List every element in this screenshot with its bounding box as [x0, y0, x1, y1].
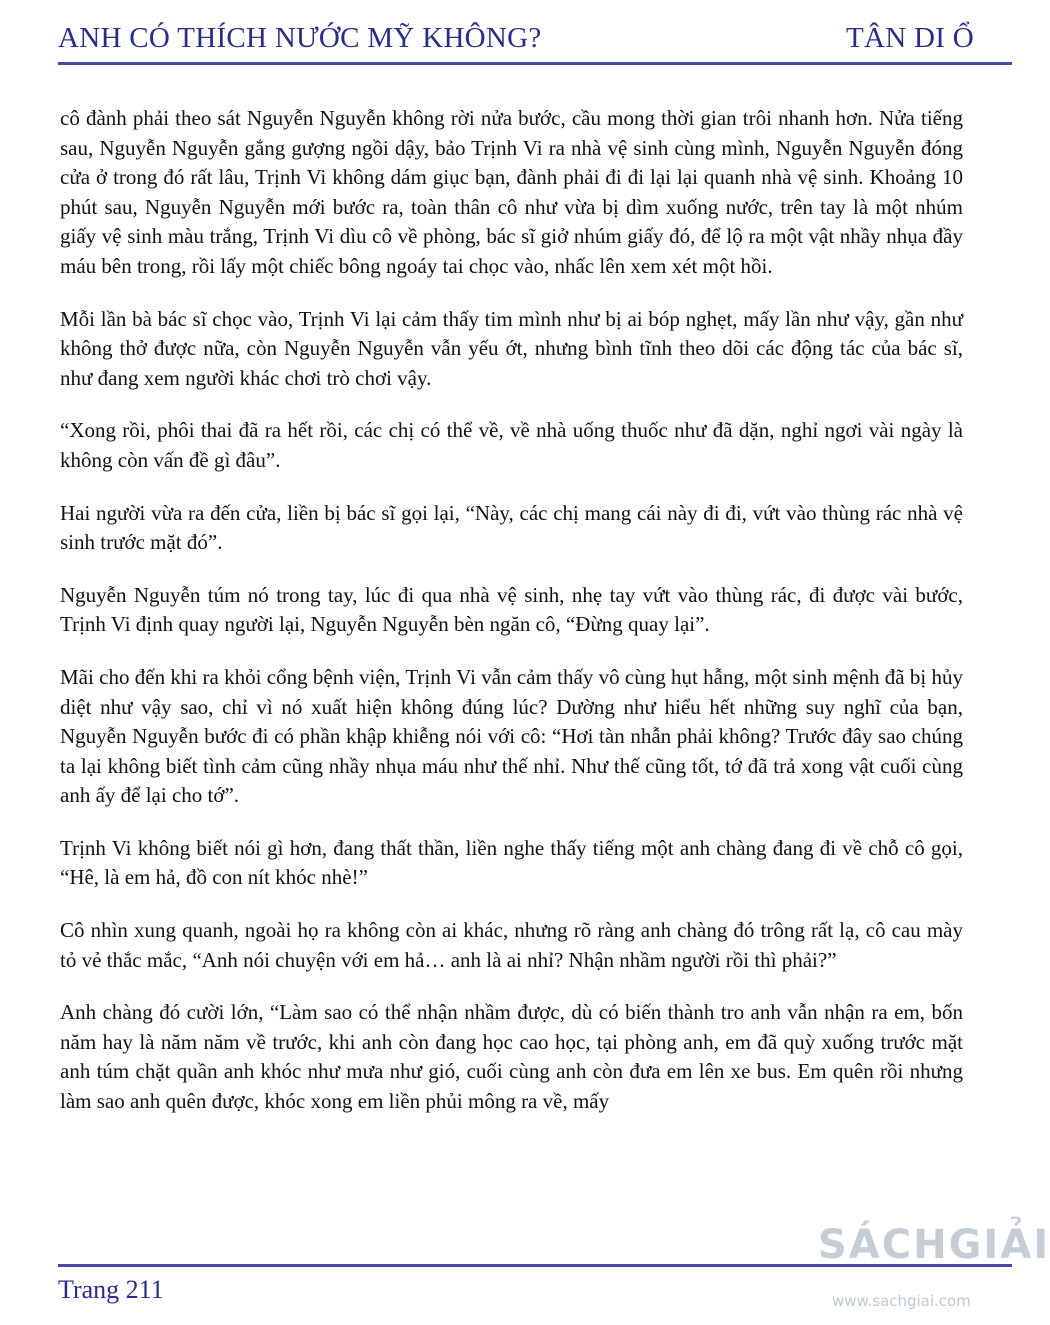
page-header [58, 22, 974, 62]
watermark-url: www.sachgiai.com [832, 1292, 971, 1310]
paragraph: Anh chàng đó cười lớn, “Làm sao có thể nhận nhầm được, dù có biến thành tro anh vẫn nhận ra em, bốn năm hay là năm năm về trước, khi anh còn đang học cao học, tại phòng anh, em đã quỳ xuống trước mặt anh túm chặt quần anh khóc như mưa như gió, cuối cùng anh còn đưa em lên xe bus. Em quên rồi nhưng làm sao anh quên được, khóc xong em liền phủi mông ra về, mấy [60, 1000, 963, 1114]
watermark-logo-text: SÁCHGIẢI [818, 1222, 1050, 1268]
paragraph: “Xong rồi, phôi thai đã ra hết rồi, các chị có thể về, về nhà uống thuốc như đã dặn, nghỉ ngơi vài ngày là không còn vấn đề gì đâu”. [60, 418, 963, 472]
book-author: TÂN DI Ổ [845, 22, 974, 54]
paragraph: Nguyễn Nguyễn túm nó trong tay, lúc đi qua nhà vệ sinh, nhẹ tay vứt vào thùng rác, đi được vài bước, Trịnh Vi định quay người lại, Nguyễn Nguyễn bèn ngăn cô, “Đừng quay lại”. [60, 582, 963, 637]
paragraph: Mỗi lần bà bác sĩ chọc vào, Trịnh Vi lại cảm thấy tim mình như bị ai bóp nghẹt, mấy lần như vậy, gần như không thở được nữa, còn Nguyễn Nguyễn vẫn yếu ớt, nhưng bình tĩnh theo dõi các động tác của bác sĩ, như đang xem người khác chơi trò chơi vậy. [60, 306, 963, 390]
book-title: ANH CÓ THÍCH NƯỚC MỸ KHÔNG? [58, 22, 542, 54]
paragraph: cô đành phải theo sát Nguyễn Nguyễn không rời nửa bước, cầu mong thời gian trôi nhanh hơn. Nửa tiếng sau, Nguyễn Nguyễn gắng gượng ngồi dậy, bảo Trịnh Vi ra nhà vệ sinh cùng mình, Nguyễn Nguyễn đóng cửa ở trong đó rất lâu, Trịnh Vi không dám giục bạn, đành phải đi đi lại lại quanh nhà vệ sinh. Khoảng 10 phút sau, Nguyễn Nguyễn mới bước ra, toàn thân cô như vừa bị dìm xuống nước, trên tay là một nhúm giấy vệ sinh màu trắng, Trịnh Vi dìu cô về phòng, bác sĩ giở nhúm giấy đó, để lộ ra một vật nhầy nhụa đầy máu bên trong, rồi lấy một chiếc bông ngoáy tai chọc vào, nhấc lên xem xét một hồi. [60, 106, 963, 278]
header-divider [58, 62, 1012, 65]
paragraph: Cô nhìn xung quanh, ngoài họ ra không còn ai khác, nhưng rõ ràng anh chàng đó trông rất lạ, cô cau mày tỏ vẻ thắc mắc, “Anh nói chuyện với em hả… anh là ai nhỉ? Nhận nhầm người rồi thì phải?” [60, 918, 963, 972]
page-body [60, 104, 963, 1140]
paragraph: Hai người vừa ra đến cửa, liền bị bác sĩ gọi lại, “Này, các chị mang cái này đi đi, vứt vào thùng rác nhà vệ sinh trước mặt đó”. [60, 500, 963, 555]
watermark-logo [818, 1212, 1050, 1322]
paragraph: Trịnh Vi không biết nói gì hơn, đang thất thần, liền nghe thấy tiếng một anh chàng đang đi về chỗ cô gọi, “Hê, là em hả, đồ con nít khóc nhè!” [60, 835, 963, 890]
page-number: Trang 211 [58, 1275, 164, 1304]
paragraph: Mãi cho đến khi ra khỏi cổng bệnh viện, Trịnh Vi vẫn cảm thấy vô cùng hụt hẫng, một sinh mệnh đã bị hủy diệt như vậy sao, chỉ vì nó xuất hiện không đúng lúc? Dường như hiểu hết những suy nghĩ của bạn, Nguyễn Nguyễn bước đi có phần khập khiễng nói với cô: “Hơi tàn nhẫn phải không? Trước đây sao chúng ta lại không biết tình cảm cũng nhầy nhụa máu như thế nhỉ. Như thế cũng tốt, tớ đã trả xong vật cuối cùng anh ấy để lại cho tớ”. [60, 664, 963, 808]
